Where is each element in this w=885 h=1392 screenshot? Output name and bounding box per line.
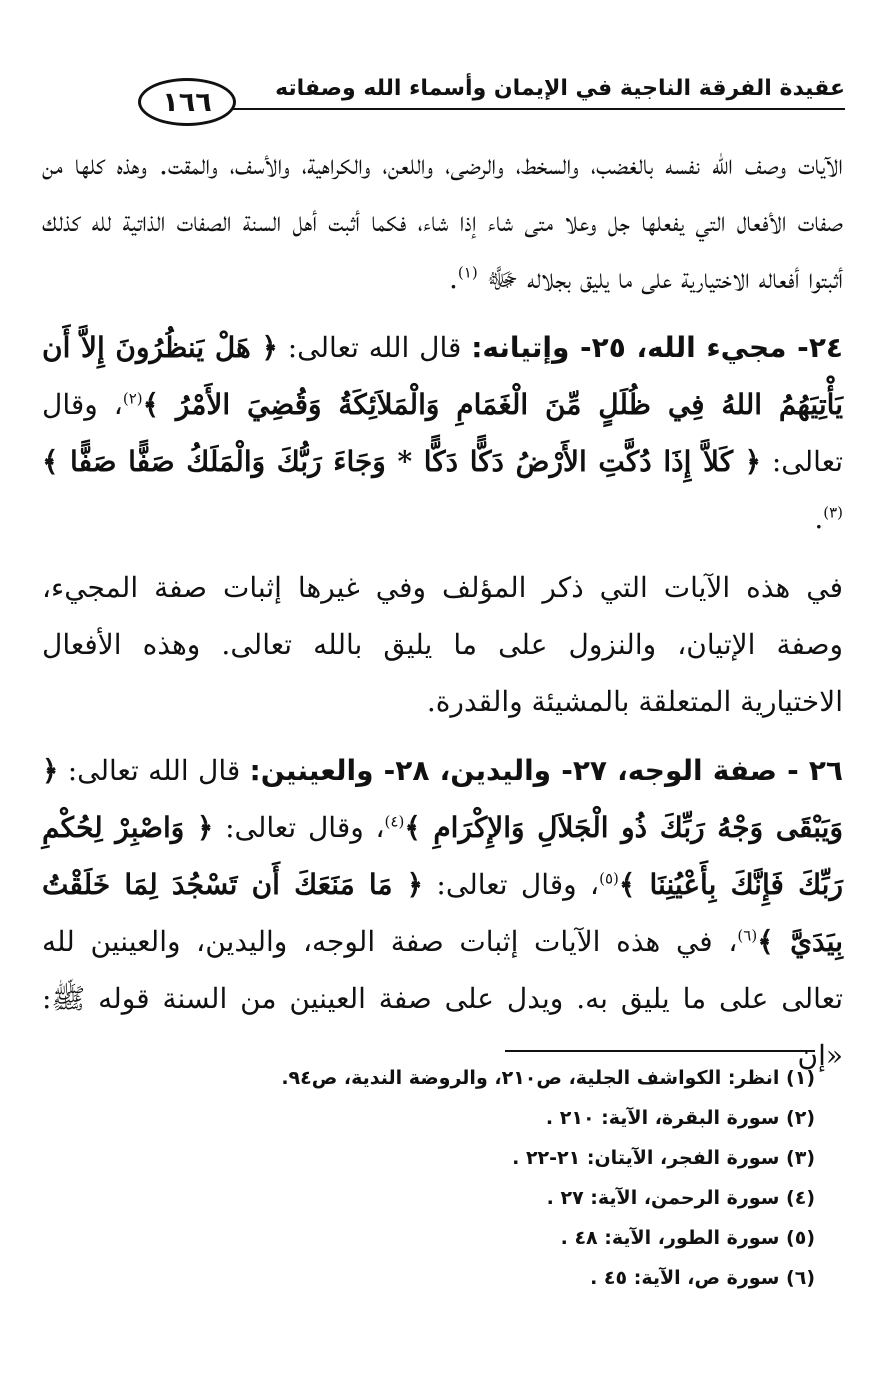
paragraph-2-intro: قال الله تعالى: <box>287 331 462 364</box>
header-title: عقيدة الفرقة الناجية في الإيمان وأسماء الله وصفاته <box>275 76 845 101</box>
paragraph-2-end: . <box>814 502 824 535</box>
footnotes <box>40 1058 815 1298</box>
paragraph-4-mid-1: ، وقال تعالى: <box>225 811 385 844</box>
footnote-ref-2: (٢) <box>122 389 143 408</box>
paragraph-3 <box>42 559 843 730</box>
footnote-ref-3: (٣) <box>823 503 843 522</box>
quran-verse-5: ﴿ مَا مَنَعَكَ أَن تَسْجُدَ لِمَا خَلَقْتُ بِيَدَيَّ ﴾ <box>42 868 843 958</box>
footnote-6: (٦) سورة ص، الآية: ٤٥ . <box>590 1267 815 1289</box>
section-heading-24-25: ٢٤- مجيء الله، ٢٥- وإتيانه: <box>471 331 843 364</box>
quran-verse-4: ﴿ وَاصْبِرْ لِحُكْمِ رَبِّكَ فَإِنَّكَ بِأَعْيُنِنَا ﴾ <box>42 811 843 901</box>
footnote-5: (٥) سورة الطور، الآية: ٤٨ . <box>560 1227 815 1249</box>
paragraph-3-text: في هذه الآيات التي ذكر المؤلف وفي غيرها إثبات صفة المجيء، وصفة الإتيان، والنزول على ما يليق بالله تعالى. وهذه الأفعال الاختيارية المتعلقة بالمشيئة والقدرة. <box>42 571 843 718</box>
running-header <box>28 62 857 122</box>
footnote-separator <box>505 1050 815 1052</box>
page-number-badge <box>138 78 236 126</box>
footnote-4: (٤) سورة الرحمن، الآية: ٢٧ . <box>546 1187 815 1209</box>
paragraph-1-text: الآيات وصف الله نفسه بالغضب، والسخط، والرضى، واللعن، والكراهية، والأسف، والمقت. وهذه كلها من صفات الأفعال التي يفعلها جل وعلا متى شاء إذا شاء، فكما أثبت أهل السنة الصفات الذاتية لله كذلك أثبتوا أفعاله الاختيارية على ما يليق بجلاله ﷻ <box>42 148 843 295</box>
paragraph-4-tail: ، في هذه الآيات إثبات صفة الوجه، واليدين، والعينين لله تعالى على ما يليق به. ويدل على صفة العينين من السنة قوله ﷺ: «إن <box>42 925 843 1072</box>
section-heading-26-28: ٢٦ - صفة الوجه، ٢٧- واليدين، ٢٨- والعينين: <box>249 754 844 787</box>
footnote-1: (١) انظر: الكواشف الجلية، ص٢١٠، والروضة الندية، ص٩٤. <box>281 1067 815 1089</box>
footnote-ref-6: (٦) <box>737 926 758 945</box>
page-number: ١٦٦ <box>162 86 212 118</box>
footnote-ref-5: (٥) <box>599 869 619 888</box>
paragraph-4-mid-2: ، وقال تعالى: <box>436 868 600 901</box>
quran-verse-1: ﴿ هَلْ يَنظُرُونَ إِلاَّ أَن يَأْتِيَهُمُ اللهُ فِي ظُلَلٍ مِّنَ الْغَمَامِ وَالْمَلاَئِكَةُ وَقُضِيَ الأَمْرُ ﴾ <box>42 331 844 421</box>
footnote-2: (٢) سورة البقرة، الآية: ٢١٠ . <box>545 1107 815 1129</box>
main-text <box>42 136 843 1096</box>
paragraph-4-intro: قال الله تعالى: <box>67 754 241 787</box>
footnote-ref-4: (٤) <box>384 812 405 831</box>
quran-verse-3: ﴿ وَيَبْقَى وَجْهُ رَبِّكَ ذُو الْجَلاَلِ وَالإِكْرَامِ ﴾ <box>42 754 843 844</box>
footnote-3: (٣) سورة الفجر، الآيتان: ٢١-٢٢ . <box>512 1147 815 1169</box>
paragraph-4 <box>42 742 843 1084</box>
header-rule <box>198 108 845 110</box>
paragraph-2-mid: ، وقال تعالى: <box>42 388 843 478</box>
quran-verse-2: ﴿ كَلاَّ إِذَا دُكَّتِ الأَرْضُ دَكًّا دَكًّا * وَجَاءَ رَبُّكَ وَالْمَلَكُ صَفًّا صَفًّا ﴾ <box>42 445 762 478</box>
paragraph-1: الآيات وصف الله نفسه بالغضب، والسخط، والرضى، واللعن، والكراهية، والأسف، والمقت. وهذه كلها من صفات الأفعال التي يفعلها جل وعلا متى شاء إذا شاء، فكما أثبت أهل السنة الصفات الذاتية لله كذلك أثبتوا أفعاله الاختيارية على ما يليق بجلاله ﷻ $^{(١)}$. <box>42 148 843 295</box>
paragraph-2 <box>42 319 843 547</box>
footnote-ref-1: (١) <box>457 263 478 282</box>
